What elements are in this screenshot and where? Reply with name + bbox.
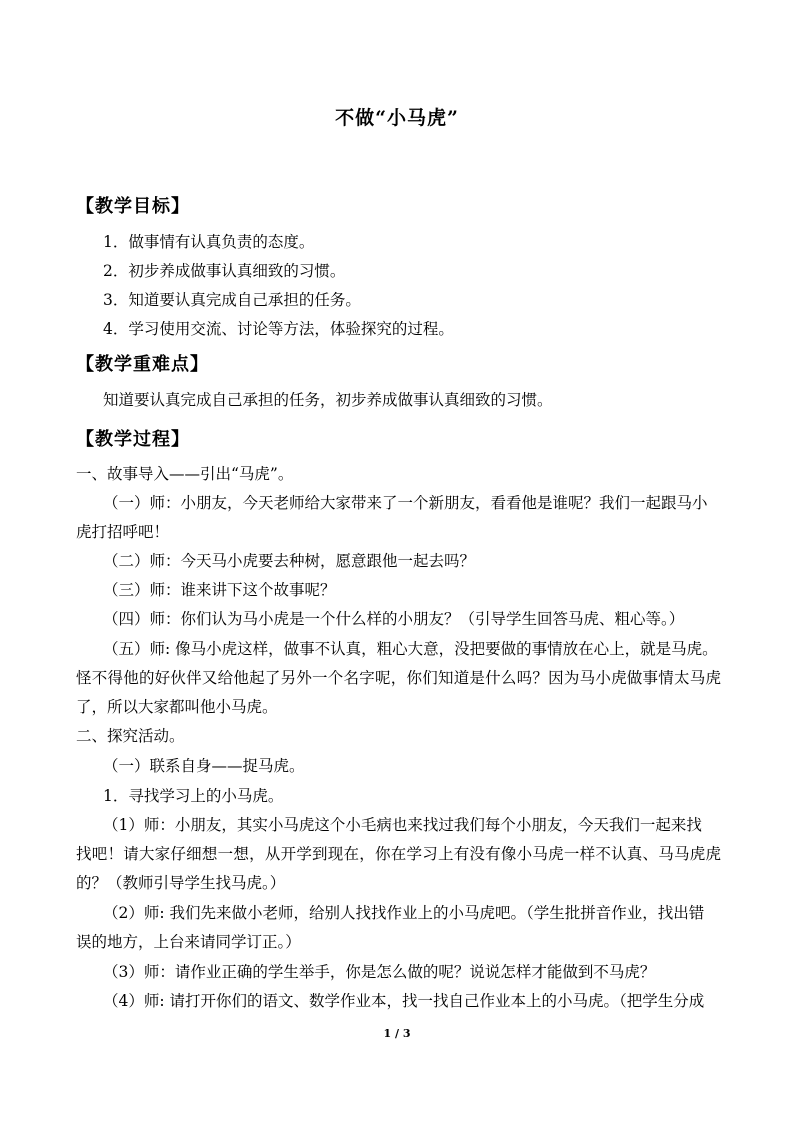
process-line: （一）联系自身——捉马虎。 <box>103 757 305 775</box>
process-line: 的？（教师引导学生找马虎。） <box>76 874 286 892</box>
process-line: 误的地方，上台来请同学订正。） <box>76 933 301 951</box>
section-heading-goals: 【教学目标】 <box>76 196 190 217</box>
process-line: 了，所以大家都叫他小马虎。 <box>76 698 278 716</box>
process-line: （3）师：请作业正确的学生举手，你是怎么做的呢？说说怎样才能做到不马虎？ <box>103 963 656 981</box>
process-line: （三）师：谁来讲下这个故事呢？ <box>103 581 336 599</box>
process-line: 找吧！请大家仔细想一想，从开学到现在，你在学习上有没有像小马虎一样不认真、马马虎虎 <box>76 845 721 863</box>
process-line: （2）师: 我们先来做小老师，给别人找找作业上的小马虎吧。（学生批拼音作业，找出错 <box>103 904 705 922</box>
document-title: 不做“小马虎” <box>335 107 459 129</box>
section-heading-key-points: 【教学重难点】 <box>76 354 209 375</box>
process-line: （二）师：今天马小虎要去种树，愿意跟他一起去吗？ <box>103 552 476 570</box>
goal-item: 3．知道要认真完成自己承担的任务。 <box>103 291 361 309</box>
process-line: 怪不得他的好伙伴又给他起了另外一个名字呢，你们知道是什么吗？因为马小虎做事情太马虎 <box>76 669 721 687</box>
process-line: （五）师: 像马小虎这样，做事不认真，粗心大意，没把要做的事情放在心上，就是马虎。 <box>103 640 718 658</box>
process-line: （4）师: 请打开你们的语文、数学作业本，找一找自己作业本上的小马虎。（把学生分成 <box>103 992 705 1010</box>
key-points-text: 知道要认真完成自己承担的任务，初步养成做事认真细致的习惯。 <box>103 391 553 409</box>
goal-item: 4．学习使用交流、讨论等方法，体验探究的过程。 <box>103 320 454 338</box>
process-line: 一、故事导入——引出“马虎”。 <box>76 465 294 483</box>
process-line: 1．寻找学习上的小马虎。 <box>103 787 284 805</box>
process-line: （1）师：小朋友，其实小马虎这个小毛病也来找过我们每个小朋友，今天我们一起来找 <box>103 816 702 834</box>
process-line: （一）师：小朋友，今天老师给大家带来了一个新朋友，看看他是谁呢？我们一起跟马小 <box>103 494 708 512</box>
section-heading-process: 【教学过程】 <box>76 429 190 450</box>
process-line: 二、探究活动。 <box>76 727 185 745</box>
page-number: 1 / 3 <box>383 1027 411 1040</box>
goal-item: 1．做事情有认真负责的态度。 <box>103 233 315 251</box>
goal-item: 2．初步养成做事认真细致的习惯。 <box>103 262 346 280</box>
process-line: 虎打招呼吧！ <box>76 523 170 541</box>
process-line: （四）师：你们认为马小虎是一个什么样的小朋友？（引导学生回答马虎、粗心等。） <box>103 610 685 628</box>
